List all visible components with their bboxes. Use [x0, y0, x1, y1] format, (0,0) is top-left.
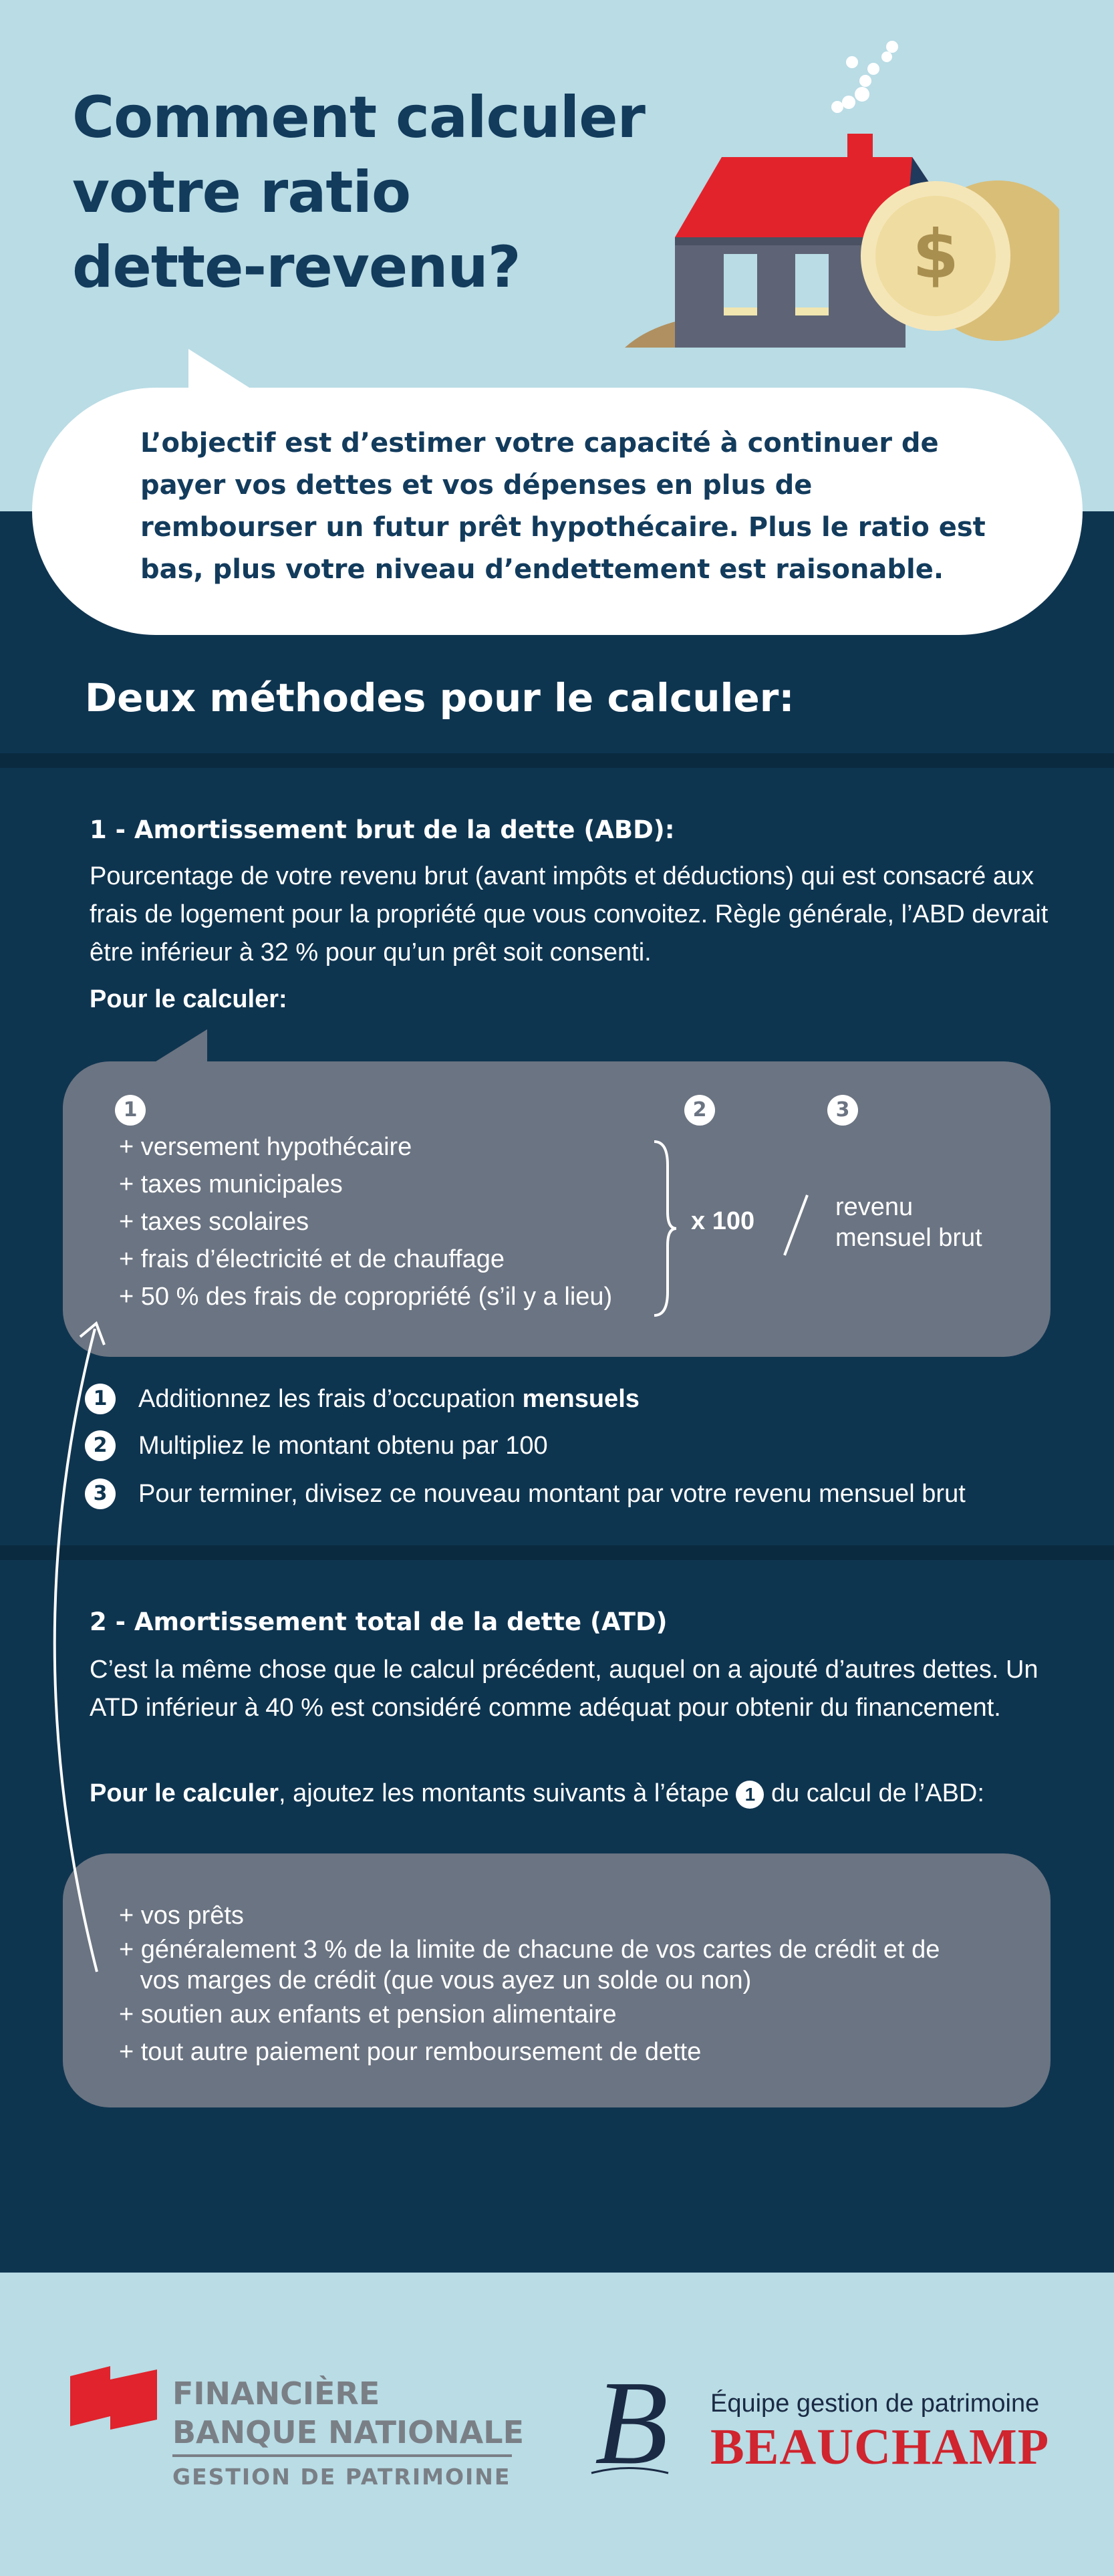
- formula-item: + taxes municipales: [119, 1170, 343, 1198]
- atd-item: + tout autre paiement pour remboursement de dette: [119, 2038, 702, 2066]
- formula-divisor: revenu mensuel brut: [835, 1193, 982, 1252]
- division-slash: [779, 1192, 813, 1259]
- formula-item: + 50 % des frais de copropriété (s’il y a lieu): [119, 1283, 613, 1311]
- step-text: Additionnez les frais d’occupation mensuels: [138, 1385, 640, 1413]
- beauchamp-name: BEAUCHAMP: [710, 2419, 1050, 2475]
- atd-item: + vos prêts: [119, 1902, 244, 1930]
- atd-items-box: [63, 1853, 1051, 2107]
- intro-text: L’objectif est d’estimer votre capacité à continuer de payer vos dettes et vos dépenses en plus de rembourser un futur prêt hypothécaire. Plus le ratio est bas, plus votre niveau d’endettement est raisonable.: [140, 428, 986, 585]
- formula-items: [119, 1128, 612, 1315]
- brace-icon: [651, 1138, 678, 1319]
- curved-arrow-icon: [40, 1310, 120, 1978]
- atd-items: [119, 1897, 940, 2071]
- fbn-flag-logo: [70, 2366, 160, 2436]
- formula-step-3-badge: 3: [827, 1095, 858, 1126]
- atd-item: + soutien aux enfants et pension alimentaire: [119, 2001, 617, 2029]
- formula-item: + frais d’électricité et de chauffage: [119, 1245, 505, 1273]
- atd-calc-bold: Pour le calculer: [90, 1779, 279, 1807]
- formula-item: + versement hypothécaire: [119, 1133, 412, 1161]
- inline-step-badge: 1: [736, 1781, 764, 1809]
- step-bold-text: mensuels: [522, 1385, 640, 1413]
- beauchamp-team-label: Équipe gestion de patrimoine: [710, 2390, 1040, 2418]
- fbn-brand-name: FINANCIÈRE BANQUE NATIONALE: [172, 2375, 525, 2450]
- page-title: Comment calculer votre ratio dette-revenu?: [72, 84, 645, 301]
- section-divider: [0, 1545, 1114, 1560]
- section-divider: [0, 753, 1114, 768]
- formula-multiplier: x 100: [691, 1207, 755, 1235]
- atd-item: vos marges de crédit (que vous ayez un solde ou non): [119, 1966, 752, 1994]
- atd-description: C’est la même chose que le calcul précédent, auquel on a ajouté d’autres dettes. Un ATD inférieur à 40 % est considéré comme adéquat pour obtenir du financement.: [90, 1656, 1038, 1722]
- step-badge: 1: [85, 1384, 116, 1414]
- atd-item: + généralement 3 % de la limite de chacune de vos cartes de crédit et de: [119, 1936, 940, 1964]
- footer: [0, 2273, 1114, 2576]
- beauchamp-monogram: [588, 2363, 715, 2483]
- formula-box-tail: [154, 1029, 214, 1063]
- abd-description: Pourcentage de votre revenu brut (avant impôts et déductions) qui est consacré aux frais de logement pour la propriété que vous convoitez. Règle générale, l’ABD devrait être inférieur à 32 % pour qu’un prêt soit consenti.: [90, 862, 1049, 967]
- fbn-subtitle: GESTION DE PATRIMOINE: [172, 2464, 511, 2490]
- fbn-rule: [172, 2454, 512, 2457]
- house-coin-illustration: [625, 37, 1059, 358]
- methods-title: Deux méthodes pour le calculer:: [85, 675, 795, 721]
- formula-item: + taxes scolaires: [119, 1208, 309, 1236]
- atd-title: 2 - Amortissement total de la dette (ATD): [90, 1607, 668, 1636]
- intro-bubble: [32, 388, 1083, 635]
- step-badge: 2: [85, 1430, 116, 1461]
- formula-step-1-badge: 1: [115, 1095, 146, 1126]
- step-text: Pour terminer, divisez ce nouveau montant par votre revenu mensuel brut: [138, 1480, 966, 1508]
- step-badge: 3: [85, 1478, 116, 1509]
- formula-step-2-badge: 2: [684, 1095, 715, 1126]
- atd-calc-line: Pour le calculer, ajoutez les montants suivants à l’étape 1 du calcul de l’ABD:: [90, 1779, 984, 1807]
- svg-text:B: B: [595, 2363, 668, 2483]
- abd-calc-label: Pour le calculer:: [90, 985, 287, 1013]
- step-text: Multipliez le montant obtenu par 100: [138, 1432, 548, 1460]
- abd-title: 1 - Amortissement brut de la dette (ABD):: [90, 815, 675, 844]
- svg-text:$: $: [912, 215, 959, 293]
- abd-formula-box: [63, 1061, 1051, 1357]
